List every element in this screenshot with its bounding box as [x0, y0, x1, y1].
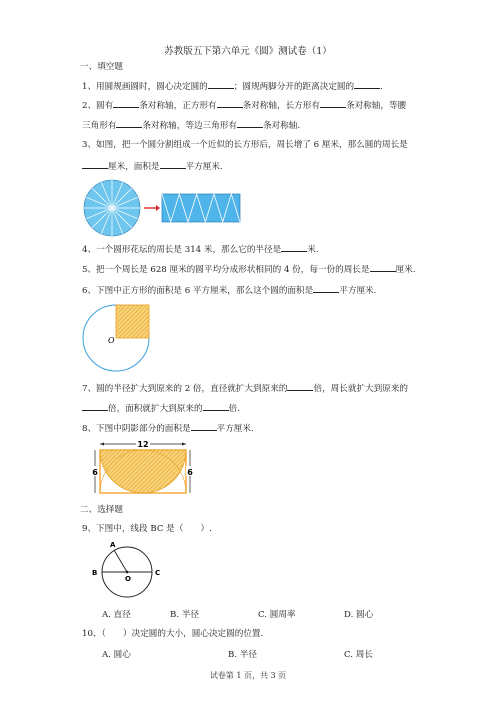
answer-blank[interactable]	[113, 99, 139, 108]
question-3-line-2: 厘米，面积是 平方厘米.	[82, 160, 223, 173]
sector-divided-circle	[84, 180, 140, 236]
point-label-b: B	[92, 569, 98, 577]
circle-segment-figure	[90, 536, 170, 602]
dimension-right-6: 6	[187, 468, 193, 477]
answer-blank[interactable]	[160, 160, 186, 169]
point-label-o: O	[125, 575, 131, 583]
question-7-line-1: 7、圆的半径扩大到原来的 2 倍，直径就扩大到原来的 倍，周长就扩大到原来的	[82, 384, 409, 394]
answer-blank[interactable]	[208, 80, 234, 89]
answer-blank[interactable]	[281, 243, 307, 252]
option-d[interactable]: D. 圆心	[344, 610, 374, 620]
answer-blank[interactable]	[354, 80, 380, 89]
section-fill-blank: 一、填空题	[80, 62, 123, 72]
answer-blank[interactable]	[313, 284, 339, 293]
shaded-rectangle-figure	[86, 438, 198, 500]
circle-to-rectangle-figure	[80, 178, 245, 238]
answer-blank[interactable]	[287, 382, 313, 391]
answer-blank[interactable]	[203, 402, 229, 411]
answer-blank[interactable]	[320, 99, 346, 108]
circle-with-square-figure	[82, 302, 162, 378]
answer-blank[interactable]	[116, 119, 142, 128]
question-3-line-1: 3、如图，把一个圆分割组成一个近似的长方形后，周长增了 6 厘米，那么圆的周长是	[82, 140, 408, 150]
approximate-rectangle	[162, 194, 240, 222]
dimension-top-12: 12	[137, 440, 149, 449]
section-multiple-choice: 二、选择题	[80, 505, 123, 515]
question-1: 1、用圆规画圆时，圆心决定圆的 ；圆规两脚分开的距离决定圆的 .	[82, 82, 383, 92]
dimension-left-6: 6	[92, 468, 98, 477]
option-c[interactable]: C. 圆周率	[258, 610, 296, 620]
answer-blank[interactable]	[370, 263, 396, 272]
question-2-line-2: 三角形有 条对称轴，等边三角形有 条对称轴.	[82, 121, 301, 131]
option-a[interactable]: A. 直径	[102, 610, 131, 620]
option-a[interactable]: A. 圆心	[102, 650, 131, 660]
segment-ao	[114, 550, 127, 572]
arrow-head-icon	[156, 205, 160, 211]
question-5: 5、把一个周长是 628 厘米的圆平均分成形状相同的 4 份，每一份的周长是 厘米.	[82, 265, 416, 275]
answer-blank[interactable]	[217, 99, 243, 108]
question-10: 10、（ ）决定圆的大小，圆心决定圆的位置.	[82, 629, 264, 639]
point-label-c: C	[155, 569, 161, 577]
option-c[interactable]: C. 周长	[344, 650, 373, 660]
page-title: 苏教版五下第六单元《圆》测试卷（1）	[164, 46, 332, 57]
answer-blank[interactable]	[82, 160, 108, 169]
answer-blank[interactable]	[82, 402, 108, 411]
center-label-o: O	[108, 336, 115, 345]
point-label-a: A	[110, 541, 116, 549]
question-9-options	[0, 608, 496, 620]
question-10-options	[0, 648, 496, 660]
page-footer: 试卷第 1 页，共 3 页	[209, 671, 287, 680]
question-2-line-1: 2、圆有 条对称轴，正方形有 条对称轴，长方形有 条对称轴，等腰	[82, 101, 407, 111]
question-9: 9、下图中，线段 BC 是（ ）.	[82, 524, 212, 534]
question-4: 4、一个圆形花坛的周长是 314 米，那么它的半径是 米.	[82, 245, 319, 255]
answer-blank[interactable]	[237, 119, 263, 128]
question-6: 6、下图中正方形的面积是 6 平方厘米，那么这个圆的面积是 平方厘米.	[82, 286, 377, 296]
answer-blank[interactable]	[191, 422, 217, 431]
question-8: 8、下图中阴影部分的面积是 平方厘米.	[82, 424, 254, 434]
question-7-line-2: 倍，面积就扩大到原来的 倍.	[82, 402, 240, 415]
option-b[interactable]: B. 半径	[228, 650, 257, 660]
option-b[interactable]: B. 半径	[170, 610, 199, 620]
